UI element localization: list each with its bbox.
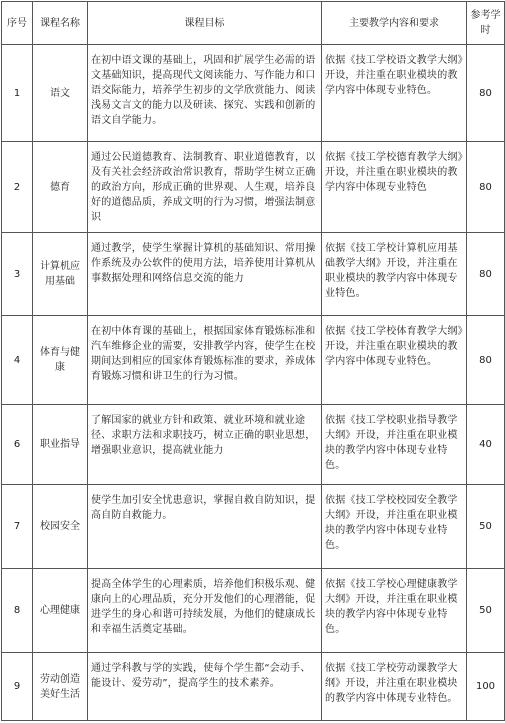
hours-cell: 50 — [467, 485, 505, 569]
goal-cell: 使学生加引安全忧患意识，掌握自救自防知识，提高自防自救能力。 — [88, 485, 322, 569]
content-cell: 依据《技工学校职业指导教学大纲》开设，并注重在职业模块的教学内容中体现专业特色。 — [322, 405, 467, 485]
hours-cell: 40 — [467, 405, 505, 485]
table-header-row — [2, 2, 505, 45]
goal-cell: 通过教学，使学生掌握计算机的基础知识、常用操作系统及办公软件的使用方法，培养使用计算机从事数据处理和网络信息交流的能力 — [88, 233, 322, 316]
course-table-document — [1, 1, 505, 721]
course-cell: 体育与健康 — [33, 316, 88, 405]
header-seq: 序号 — [2, 2, 33, 45]
course-cell: 校园安全 — [33, 485, 88, 569]
seq-cell: 1 — [2, 45, 33, 142]
content-cell: 依据《技工学校计算机应用基础教学大纲》开设，并注重在职业模块的教学内容中体现专业特色。 — [322, 233, 467, 316]
course-cell: 劳动创造美好生活 — [33, 653, 88, 721]
hours-cell: 80 — [467, 316, 505, 405]
content-cell: 依据《技工学校体育教学大纲》开设，并注重在职业模块的教学内容中体现专业特色。 — [322, 316, 467, 405]
header-course: 课程名称 — [33, 2, 88, 45]
goal-cell: 提高全体学生的心理素质，培养他们积极乐观、健康向上的心理品质，充分开发他们的心理潜能，促进学生的身心和谐可持续发展，为他们的健康成长和幸福生活奠定基础。 — [88, 569, 322, 653]
header-goal: 课程目标 — [88, 2, 322, 45]
seq-cell: 7 — [2, 485, 33, 569]
goal-cell: 了解国家的就业方针和政策、就业环境和就业途径、求职方法和求职技巧，树立正确的职业思想，增强职业意识，提高就业能力 — [88, 405, 322, 485]
course-cell: 德育 — [33, 142, 88, 233]
course-cell: 语文 — [33, 45, 88, 142]
content-cell: 依据《技工学校德育教学大纲》开设，并注重在职业模块的教学内容中体现专业特色 — [322, 142, 467, 233]
seq-cell: 3 — [2, 233, 33, 316]
seq-cell: 9 — [2, 653, 33, 721]
table-row — [2, 142, 505, 233]
hours-cell: 80 — [467, 45, 505, 142]
course-table — [1, 1, 505, 721]
content-cell: 依据《技工学校校园安全教学大纲》开设，并注重在职业模块的教学内容中体现专业特色。 — [322, 485, 467, 569]
content-cell: 依据《技工学校语文教学大纲》开设，并注重在职业模块的教学内容中体现专业特色。 — [322, 45, 467, 142]
goal-cell: 在初中语文课的基础上，巩固和扩展学生必需的语文基础知识，提高现代文阅读能力、写作能力和口语交际能力，培养学生初步的文学欣赏能力、阅读浅易文言文的能力以及研读、探究、实践和创新的语文自学能力。 — [88, 45, 322, 142]
hours-cell: 50 — [467, 569, 505, 653]
goal-cell: 通过学科教与学的实践，使每个学生都“会动手、能设计、爱劳动”，提高学生的技术素养。 — [88, 653, 322, 721]
table-row — [2, 485, 505, 569]
course-cell: 心理健康 — [33, 569, 88, 653]
content-cell: 依据《技工学校心理健康教学大纲》开设，并注重在职业模块的教学内容中体现专业特色。 — [322, 569, 467, 653]
content-cell: 依据《技工学校劳动课教学大纲》开设，并注重在职业模块的教学内容中体现专业特色。 — [322, 653, 467, 721]
table-row — [2, 45, 505, 142]
table-row — [2, 233, 505, 316]
goal-cell: 在初中体育课的基础上，根据国家体育锻炼标准和汽车维修企业的需要，安排教学内容，使学生在校期间达到相应的国家体育锻炼标准的要求，养成体育锻炼习惯和讲卫生的行为习惯。 — [88, 316, 322, 405]
hours-cell: 100 — [467, 653, 505, 721]
header-hours: 参考学时 — [467, 2, 505, 45]
seq-cell: 8 — [2, 569, 33, 653]
seq-cell: 4 — [2, 316, 33, 405]
goal-cell: 通过公民道德教育、法制教育、职业道德教育，以及有关社会经济政治常识教育，帮助学生树立正确的政治方向，形成正确的世界观、人生观，培养良好的道德品质，养成文明的行为习惯，增强法制意识 — [88, 142, 322, 233]
seq-cell: 6 — [2, 405, 33, 485]
table-row — [2, 569, 505, 653]
table-row — [2, 316, 505, 405]
seq-cell: 2 — [2, 142, 33, 233]
hours-cell: 80 — [467, 233, 505, 316]
table-row — [2, 405, 505, 485]
table-row — [2, 653, 505, 721]
header-content: 主要教学内容和要求 — [322, 2, 467, 45]
hours-cell: 80 — [467, 142, 505, 233]
course-cell: 职业指导 — [33, 405, 88, 485]
course-cell: 计算机应用基础 — [33, 233, 88, 316]
